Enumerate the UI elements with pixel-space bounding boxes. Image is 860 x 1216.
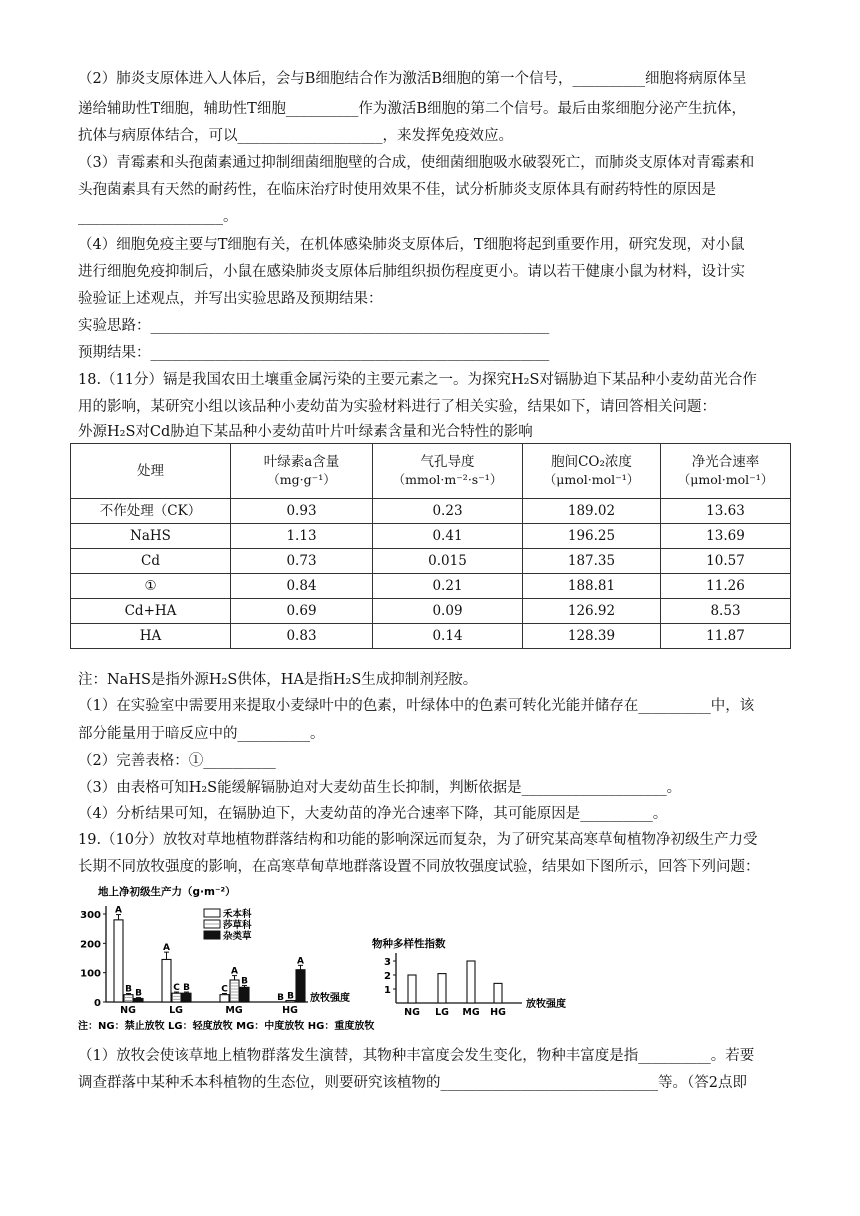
q18-stem-line1: 18.（11分）镉是我国农田土壤重金属污染的主要元素之一。为探究H₂S对镉胁迫下某品种小麦幼苗光合作 <box>78 372 757 388</box>
q17-part2-line2: 递给辅助性T细胞，辅助性T细胞__________作为激活B细胞的第二个信号。最后由浆细胞分泌产生抗体， <box>78 101 746 117</box>
chart1-title: 地上净初级生产力（g·m⁻²） <box>98 886 236 898</box>
table-cell: 0.14 <box>373 624 523 649</box>
chart1-data-label: A <box>163 943 170 954</box>
chart1-y-tick-label: 200 <box>80 939 101 951</box>
table-row <box>71 549 791 574</box>
table-cell: 0.41 <box>373 524 523 549</box>
chart2-bar <box>467 961 475 1003</box>
chart1-data-label: B <box>277 993 284 1003</box>
productivity-bar-chart <box>70 884 400 1036</box>
table-cell: NaHS <box>71 524 231 549</box>
q17-part4-line2: 进行细胞免疫抑制后，小鼠在感染肺炎支原体后肺组织损伤程度更小。请以若干健康小鼠为材料，设计实 <box>78 264 745 280</box>
chart2-y-tick-label: 3 <box>384 957 391 968</box>
table-cell: 13.63 <box>661 499 791 524</box>
table-row <box>71 499 791 524</box>
chart1-y-tick-label: 100 <box>80 968 101 980</box>
chart2-x-tick-label: MG <box>462 1007 480 1018</box>
table-row <box>71 624 791 649</box>
chart1-bar <box>114 920 123 1002</box>
q18-table-title: 外源H₂S对Cd胁迫下某品种小麦幼苗叶片叶绿素含量和光合特性的影响 <box>78 424 533 440</box>
table-row <box>71 574 791 599</box>
chart1-x-tick-label: LG <box>169 1005 183 1016</box>
chart1-legend-swatch <box>204 909 220 917</box>
chart1-data-label: B <box>125 984 132 995</box>
table-row <box>71 524 791 549</box>
chart2-y-tick-label: 1 <box>384 985 391 996</box>
table-cell: 0.69 <box>231 599 373 624</box>
chart1-x-tick-label: MG <box>225 1005 243 1016</box>
table-cell: 0.84 <box>231 574 373 599</box>
table-cell: 0.015 <box>373 549 523 574</box>
table-cell: Cd <box>71 549 231 574</box>
table-header-cell: 净光合速率 （μmol·mol⁻¹） <box>661 444 791 499</box>
chart1-data-label: B <box>183 983 190 994</box>
diversity-bar-chart <box>370 935 610 1021</box>
q17-part2-line3: 抗体与病原体结合，可以____________________，来发挥免疫效应。 <box>78 128 513 144</box>
q18-table-note: 注：NaHS是指外源H₂S供体，HA是指H₂S生成抑制剂羟胺。 <box>78 672 478 688</box>
table-cell: 8.53 <box>661 599 791 624</box>
chart1-legend-label: 莎草科 <box>223 920 252 931</box>
table-header-row <box>71 444 791 499</box>
table-cell: 188.81 <box>523 574 661 599</box>
chart2-x-tick-label: NG <box>404 1007 420 1018</box>
table-cell: 187.35 <box>523 549 661 574</box>
q17-part2-line1: （2）肺炎支原体进入人体后，会与B细胞结合作为激活B细胞的第一个信号，__________细胞将病原体呈 <box>78 71 747 87</box>
table-cell: 1.13 <box>231 524 373 549</box>
chart2-x-tick-label: HG <box>490 1007 506 1018</box>
chart1-bar <box>220 995 229 1002</box>
q19-sub1-line1: （1）放牧会使该草地上植物群落发生演替，其物种丰富度会发生变化，物种丰富度是指__________。若要 <box>78 1048 755 1064</box>
q17-experiment-idea: 实验思路：_______________________________________________________ <box>78 318 550 334</box>
table-cell: ① <box>71 574 231 599</box>
table-cell: 189.02 <box>523 499 661 524</box>
data-table <box>70 443 791 649</box>
table-cell: 0.93 <box>231 499 373 524</box>
chart1-y-tick-label: 300 <box>80 910 101 921</box>
chart1-bar <box>182 993 191 1002</box>
table-header-cell: 叶绿素a含量 （mg·g⁻¹） <box>231 444 373 499</box>
table-cell: 13.69 <box>661 524 791 549</box>
table-header-cell: 胞间CO₂浓度 （μmol·mol⁻¹） <box>523 444 661 499</box>
chart1-x-tick-label: HG <box>282 1005 298 1016</box>
table-cell: 128.39 <box>523 624 661 649</box>
table-cell: 126.92 <box>523 599 661 624</box>
table-cell: 不作处理（CK） <box>71 499 231 524</box>
chart1-legend-label: 禾本科 <box>223 909 252 920</box>
table-cell: 0.23 <box>373 499 523 524</box>
table-header-cell: 处理 <box>71 444 231 499</box>
chart1-data-label: C <box>221 984 228 995</box>
chart1-data-label: C <box>173 983 180 994</box>
chart2-y-tick-label: 2 <box>384 971 391 982</box>
chart1-bar <box>240 987 249 1002</box>
table-cell: 196.25 <box>523 524 661 549</box>
chart1-data-label: A <box>231 966 238 977</box>
chart1-bar <box>230 980 239 1002</box>
chart1-data-label: A <box>297 956 304 967</box>
q18-sub2: （2）完善表格：①__________ <box>78 753 276 769</box>
chart2-bar <box>494 983 502 1003</box>
q17-part3-line3: ____________________。 <box>78 209 238 225</box>
chart1-note: 注：NG：禁止放牧 LG：轻度放牧 MG：中度放牧 HG：重度放牧 <box>78 1021 375 1032</box>
table-cell: Cd+HA <box>71 599 231 624</box>
q19-sub1-line2: 调查群落中某种禾本科植物的生态位，则要研究该植物的______________________________等。（答2点即 <box>78 1075 747 1091</box>
q19-stem-line1: 19.（10分）放牧对草地植物群落结构和功能的影响深远而复杂，为了研究某高寒草甸植物净初级生产力受 <box>78 832 758 848</box>
table-cell: 0.21 <box>373 574 523 599</box>
q17-part3-line2: 头孢菌素具有天然的耐药性，在临床治疗时使用效果不佳，试分析肺炎支原体具有耐药特性的原因是 <box>78 182 716 198</box>
q18-stem-line2: 用的影响，某研究小组以该品种小麦幼苗为实验材料进行了相关实验，结果如下，请回答相关问题： <box>78 399 716 415</box>
q17-part4-line3: 验验证上述观点，并写出实验思路及预期结果： <box>78 291 383 307</box>
table-cell: 11.87 <box>661 624 791 649</box>
chart2-bar <box>408 975 416 1003</box>
q18-sub4: （4）分析结果可知，在镉胁迫下，大麦幼苗的净光合速率下降，其可能原因是__________。 <box>78 806 668 822</box>
q17-expected-result: 预期结果：_______________________________________________________ <box>78 345 550 361</box>
chart1-xlabel: 放牧强度 <box>310 993 350 1004</box>
chart1-bar <box>172 993 181 1002</box>
chart2-xlabel: 放牧强度 <box>526 999 566 1010</box>
table-cell: HA <box>71 624 231 649</box>
chart1-data-label: B <box>135 988 142 999</box>
chart1-bar <box>134 998 143 1002</box>
table-cell: 11.26 <box>661 574 791 599</box>
chart1-data-label: B <box>287 991 294 1002</box>
q18-sub1-line1: （1）在实验室中需要用来提取小麦绿叶中的色素，叶绿体中的色素可转化光能并储存在__________中，该 <box>78 698 755 714</box>
chart1-bar <box>162 959 171 1002</box>
chart1-legend-label: 杂类草 <box>223 931 252 942</box>
chart1-data-label: A <box>115 905 122 916</box>
table-cell: 0.73 <box>231 549 373 574</box>
chart1-legend-swatch <box>204 931 220 939</box>
chart2-x-tick-label: LG <box>435 1007 449 1018</box>
q18-sub1-line2: 部分能量用于暗反应中的__________。 <box>78 726 325 742</box>
chart2-title: 物种多样性指数 <box>372 938 446 950</box>
chart2-bar <box>438 974 446 1003</box>
table-row <box>71 599 791 624</box>
chart1-bar <box>296 970 305 1002</box>
table-cell: 0.83 <box>231 624 373 649</box>
q18-sub3: （3）由表格可知H₂S能缓解镉胁迫对大麦幼苗生长抑制，判断依据是____________________。 <box>78 780 682 796</box>
q19-stem-line2: 长期不同放牧强度的影响，在高寒草甸草地群落设置不同放牧强度试验，结果如下图所示，回答下列问题： <box>78 859 760 875</box>
table-header-cell: 气孔导度 （mmol·m⁻²·s⁻¹） <box>373 444 523 499</box>
chart1-y-tick-label: 0 <box>94 998 101 1009</box>
chart1-x-tick-label: NG <box>120 1005 136 1016</box>
q17-part4-line1: （4）细胞免疫主要与T细胞有关，在机体感染肺炎支原体后，T细胞将起到重要作用，研究发现，对小鼠 <box>78 237 745 253</box>
q17-part3-line1: （3）青霉素和头孢菌素通过抑制细菌细胞壁的合成，使细菌细胞吸水破裂死亡，而肺炎支原体对青霉素和 <box>78 155 755 171</box>
table-cell: 0.09 <box>373 599 523 624</box>
table-cell: 10.57 <box>661 549 791 574</box>
chart1-data-label: B <box>241 976 248 987</box>
